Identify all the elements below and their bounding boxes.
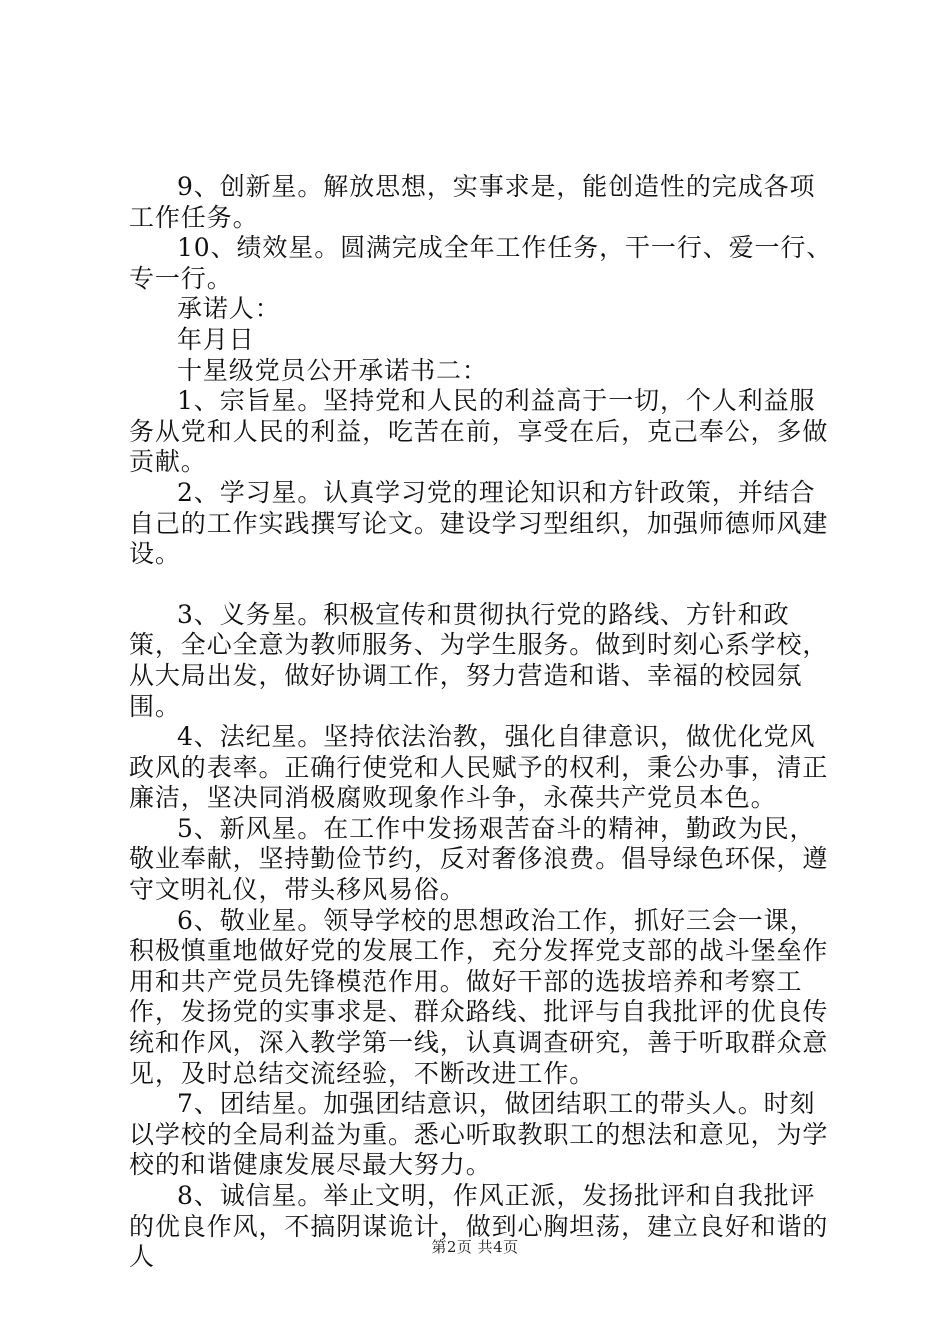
section-heading: 十星级党员公开承诺书二： xyxy=(177,355,488,385)
paragraph-study-star: 2、学习星。认真学习党的理论知识和方针政策，并结合自己的工作实践撰写论文。建设学习型组织，加强师德师风建设。 xyxy=(129,477,829,569)
document-body xyxy=(129,172,835,1273)
paragraph-new-style-star: 5、新风星。在工作中发扬艰苦奋斗的精神，勤政为民，敬业奉献，坚持勤俭节约，反对奢侈浪费。倡导绿色环保，遵守文明礼仪，带头移风易俗。 xyxy=(129,813,829,905)
paragraph-performance-star: 10、绩效星。圆满完成全年工作任务，干一行、爱一行、专一行。 xyxy=(129,233,833,293)
paragraph-purpose-star: 1、宗旨星。坚持党和人民的利益高于一切，个人利益服务从党和人民的利益，吃苦在前，享受在后，克己奉公，多做贡献。 xyxy=(129,386,829,477)
date-label: 年月日 xyxy=(177,324,255,354)
paragraph-duty-star: 3、义务星。积极宣传和贯彻执行党的路线、方针和政策，全心全意为教师服务、为学生服务。做到时刻心系学校，从大局出发，做好协调工作，努力营造和谐、幸福的校园氛围。 xyxy=(129,599,829,721)
paragraph-integrity-star: 8、诚信星。举止文明，作风正派，发扬批评和自我批评的优良作风，不搞阴谋诡计，做到心胸坦荡，建立良好和谐的人 xyxy=(129,1181,829,1272)
paragraph-innovation-star: 9、创新星。解放思想，实事求是，能创造性的完成各项工作任务。 xyxy=(129,172,816,232)
promisor-label: 承诺人： xyxy=(177,294,281,324)
page-number-footer: 第2页 共4页 xyxy=(431,1238,519,1256)
paragraph-law-star: 4、法纪星。坚持依法治教，强化自律意识，做优化党风政风的表率。正确行使党和人民赋予的权利，秉公办事，清正廉洁，坚决同消极腐败现象作斗争，永葆共产党员本色。 xyxy=(129,722,829,813)
paragraph-unity-star: 7、团结星。加强团结意识，做团结职工的带头人。时刻以学校的全局利益为重。悉心听取教职工的想法和意见，为学校的和谐健康发展尽最大努力。 xyxy=(129,1089,829,1180)
paragraph-dedication-star: 6、敬业星。领导学校的思想政治工作，抓好三会一课，积极慎重地做好党的发展工作，充分发挥党支部的战斗堡垒作用和共产党员先锋模范作用。做好干部的选拔培养和考察工作，发扬党的实事求是、群众路线、批评与自我批评的优良传统和作风，深入教学第一线，认真调查研究，善于听取群众意见，及时总结交流经验，不断改进工作。 xyxy=(129,905,829,1088)
